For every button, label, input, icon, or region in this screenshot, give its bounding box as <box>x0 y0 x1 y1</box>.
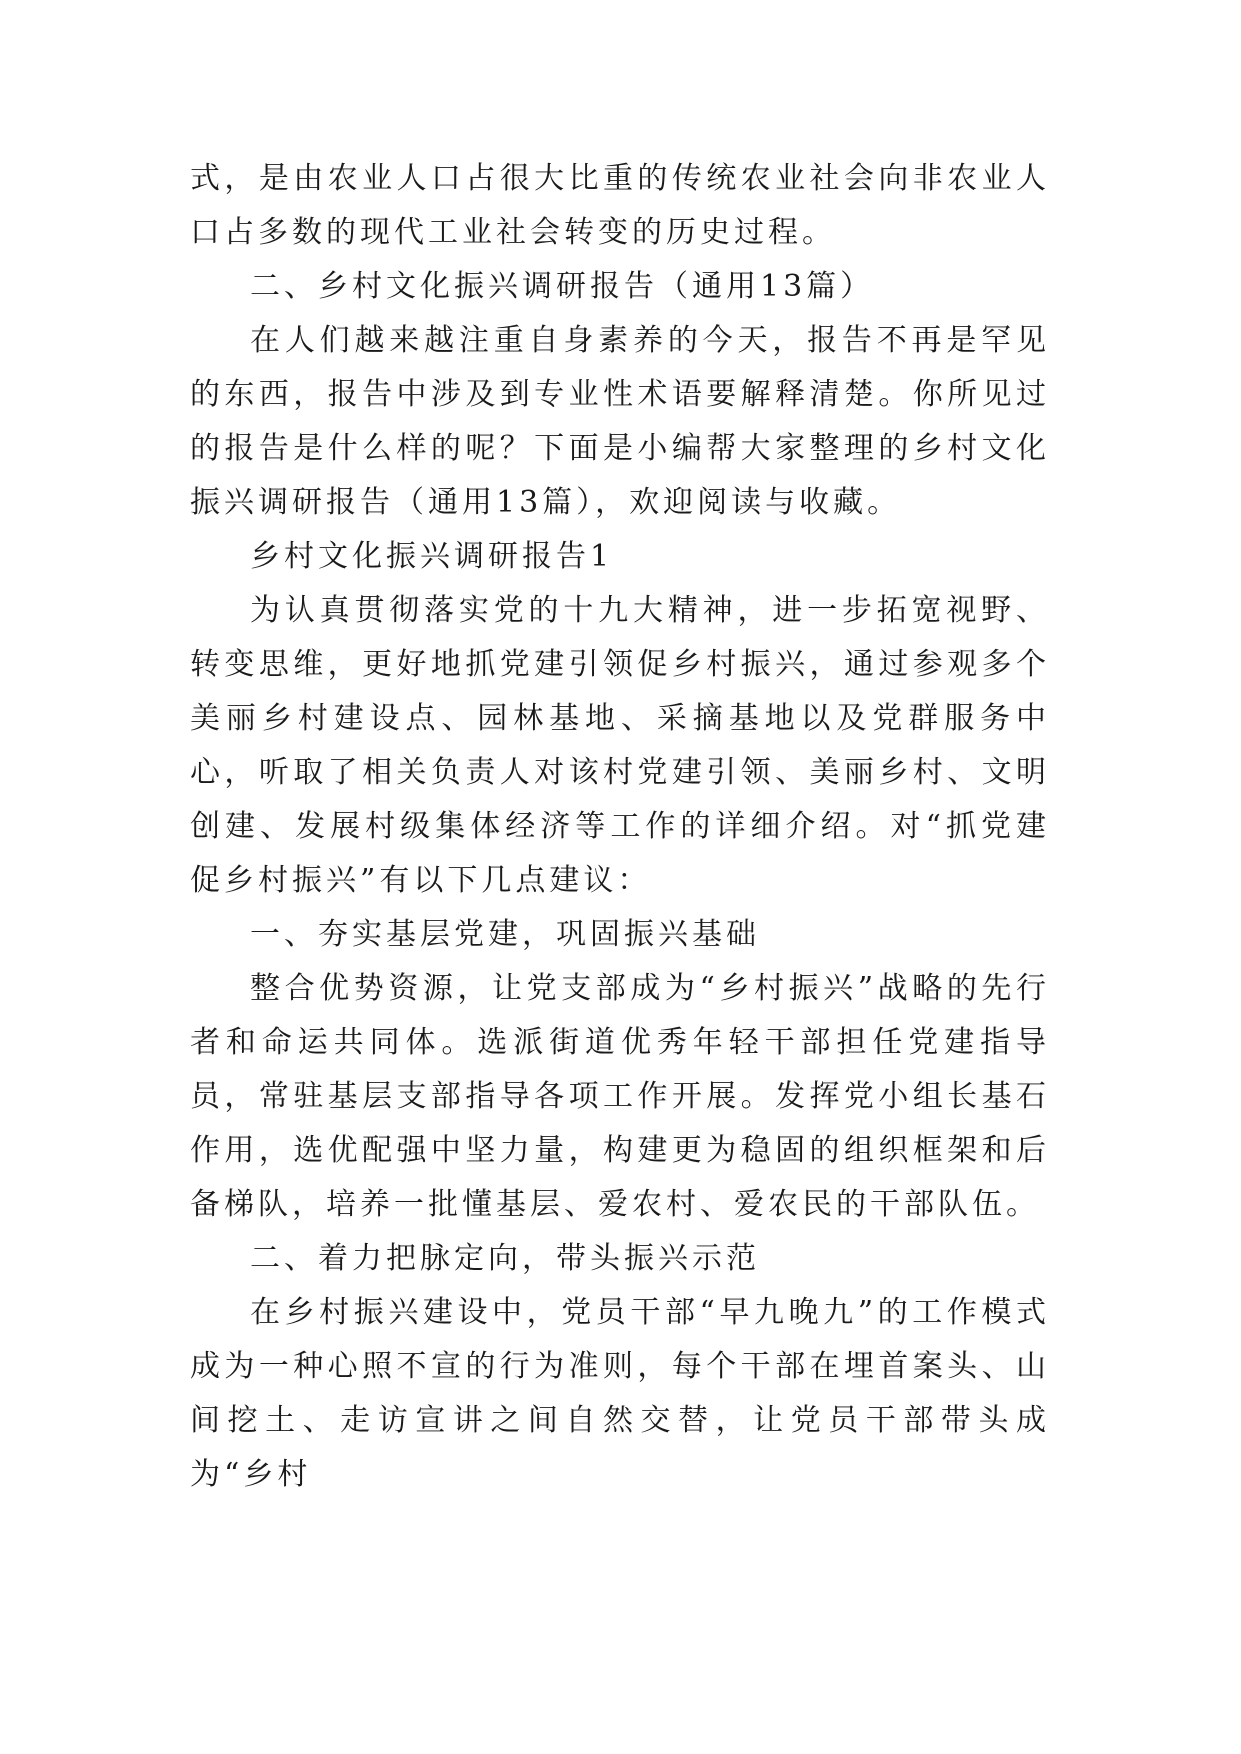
report-title: 乡村文化振兴调研报告1 <box>250 539 614 574</box>
subheading-one: 一、夯实基层党建，巩固振兴基础 <box>250 917 760 952</box>
subheading-two: 二、着力把脉定向，带头振兴示范 <box>250 1241 760 1276</box>
paragraph-point-one: 整合优势资源，让党支部成为“乡村振兴”战略的先行者和命运共同体。选派街道优秀年轻干部担任党建指导员，常驻基层支部指导各项工作开展。发挥党小组长基石作用，选优配强中坚力量，构建更为稳固的组织框架和后备梯队，培养一批懂基层、爱农村、爱农民的干部队伍。 <box>190 971 1050 1222</box>
document-body <box>190 152 1050 1502</box>
paragraph-overview: 为认真贯彻落实党的十九大精神，进一步拓宽视野、转变思维，更好地抓党建引领促乡村振兴，通过参观多个美丽乡村建设点、园林基地、采摘基地以及党群服务中心，听取了相关负责人对该村党建引领、美丽乡村、文明创建、发展村级集体经济等工作的详细介绍。对“抓党建促乡村振兴”有以下几点建议： <box>190 593 1050 898</box>
section-heading: 二、乡村文化振兴调研报告（通用13篇） <box>250 269 875 304</box>
paragraph-point-two: 在乡村振兴建设中，党员干部“早九晚九”的工作模式成为一种心照不宣的行为准则，每个干部在埋首案头、山间挖土、走访宣讲之间自然交替，让党员干部带头成为“乡村 <box>190 1295 1050 1492</box>
paragraph-intro: 在人们越来越注重自身素养的今天，报告不再是罕见的东西，报告中涉及到专业性术语要解释清楚。你所见过的报告是什么样的呢？下面是小编帮大家整理的乡村文化振兴调研报告（通用13篇），欢迎阅读与收藏。 <box>190 323 1050 520</box>
paragraph-continuation: 式，是由农业人口占很大比重的传统农业社会向非农业人口占多数的现代工业社会转变的历史过程。 <box>190 161 1050 250</box>
